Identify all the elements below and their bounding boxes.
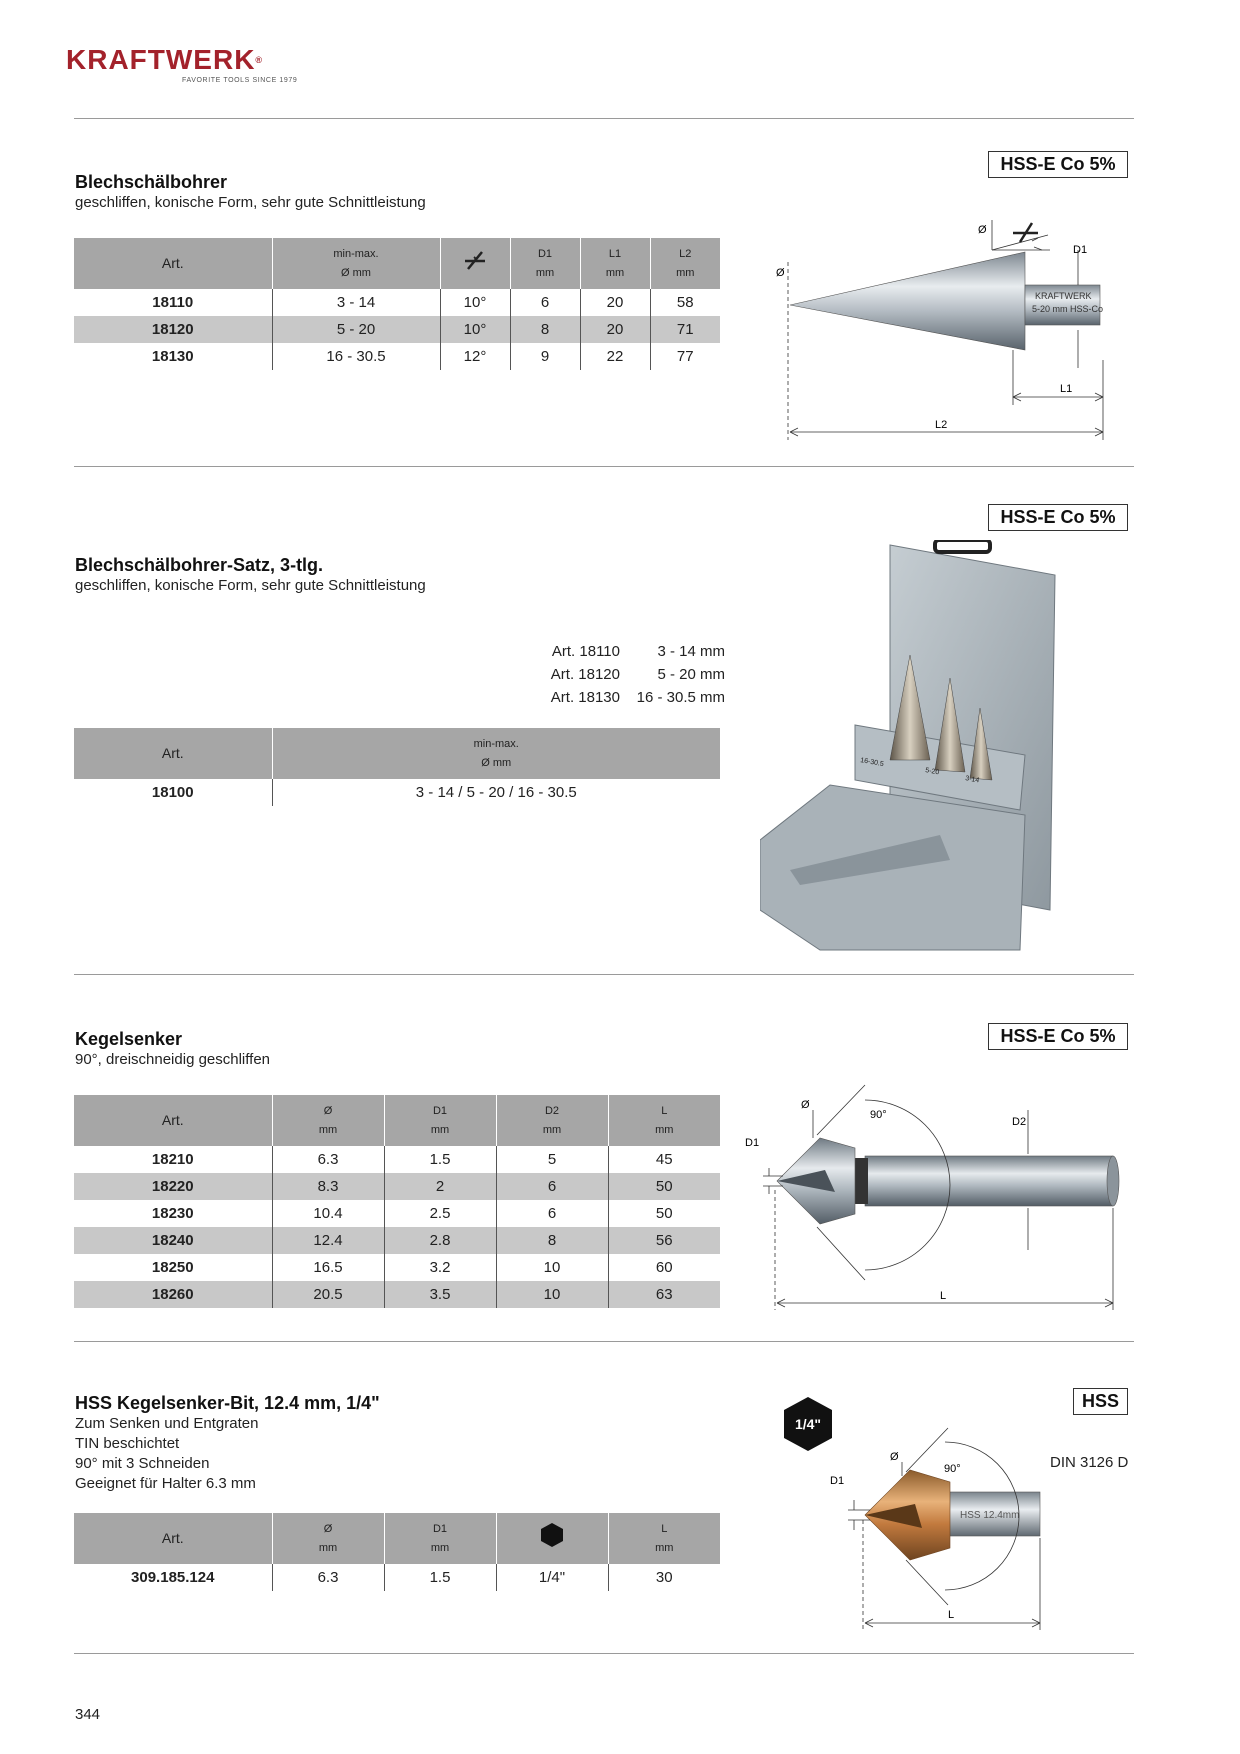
material-badge: HSS-E Co 5%	[988, 151, 1128, 178]
description-line: 90° mit 3 Schneiden	[75, 1455, 210, 1472]
cell: 60	[608, 1254, 720, 1281]
shank-text: 5-20 mm HSS-Co	[1032, 304, 1104, 314]
col-header-l: L mm	[608, 1095, 720, 1146]
spec-table	[74, 728, 720, 806]
list-item: Art. 18120 5 - 20 mm	[550, 666, 725, 683]
case-label: 3-14	[964, 775, 980, 785]
description-line: TIN beschichtet	[75, 1435, 180, 1452]
cell: 3.5	[384, 1281, 496, 1308]
dimension-label: Ø	[978, 224, 987, 236]
divider	[74, 1341, 1134, 1342]
table-row	[74, 1200, 720, 1227]
brand-logo: KRAFTWERK® FAVORITE TOOLS SINCE 1979	[66, 44, 298, 84]
cell: 16.5	[272, 1254, 384, 1281]
case-handle	[935, 540, 990, 552]
drill-cone	[790, 252, 1025, 350]
col-header-diameter: min-max. Ø mm	[272, 238, 440, 289]
cell: 77	[650, 343, 720, 370]
angle-icon	[462, 249, 488, 271]
cell-art: 18230	[151, 1205, 194, 1222]
col-header-art: Art.	[74, 728, 272, 779]
col-header-l: L mm	[608, 1513, 720, 1564]
case-label: 16-30.5	[859, 757, 885, 769]
case-label: 5-20	[924, 767, 940, 777]
cell: 6	[496, 1200, 608, 1227]
table-row	[74, 316, 720, 343]
divider	[74, 466, 1134, 467]
col-header-art: Art.	[74, 1513, 272, 1564]
cell: 1/4"	[496, 1564, 608, 1591]
col-header-diameter: min-max. Ø mm	[272, 728, 720, 779]
cell: 20	[580, 316, 650, 343]
spec-table	[74, 1513, 720, 1591]
cell: 6	[510, 289, 580, 316]
shank-text: KRAFTWERK	[1035, 291, 1092, 301]
table-row	[74, 1173, 720, 1200]
hexagon-icon	[540, 1522, 564, 1548]
cell: 6.3	[272, 1564, 384, 1591]
dimension-label: Ø	[890, 1451, 899, 1463]
cell: 12.4	[272, 1227, 384, 1254]
cell: 50	[608, 1200, 720, 1227]
dimension-label: D2	[1012, 1116, 1027, 1128]
drill-set-case-image	[760, 540, 1060, 960]
angle-icon	[1013, 223, 1038, 242]
dimension-label: Ø	[801, 1099, 810, 1111]
dimension-label: Ø	[776, 267, 785, 279]
col-header-diameter: Ø mm	[272, 1095, 384, 1146]
cell: 58	[650, 289, 720, 316]
col-header-d1: D1 mm	[384, 1095, 496, 1146]
hex-label: 1/4"	[794, 1416, 822, 1432]
cell: 10.4	[272, 1200, 384, 1227]
cell: 1.5	[384, 1146, 496, 1173]
description-line: Geeignet für Halter 6.3 mm	[75, 1475, 256, 1492]
cell: 3.2	[384, 1254, 496, 1281]
cell-art: 18220	[74, 1173, 272, 1200]
cell: 20.5	[272, 1281, 384, 1308]
divider	[74, 1653, 1134, 1654]
cell: 5	[496, 1146, 608, 1173]
section-title: Blechschälbohrer	[75, 172, 228, 192]
cell: 8.3	[272, 1173, 384, 1200]
dimension-label: L1	[1060, 383, 1073, 395]
col-header-d2: D2 mm	[496, 1095, 608, 1146]
cell: 71	[650, 316, 720, 343]
step-drill-diagram	[770, 200, 1140, 450]
material-badge: HSS	[1073, 1388, 1128, 1415]
cell: 9	[510, 343, 580, 370]
list-item: Art. 18110 3 - 14 mm	[551, 643, 725, 660]
table-header-row	[74, 238, 720, 289]
page-number: 344	[75, 1706, 101, 1723]
cell-art: 18100	[151, 784, 194, 801]
table-row	[74, 343, 720, 370]
table-row	[74, 289, 720, 316]
cell: 10°	[440, 316, 510, 343]
table-row	[74, 1564, 720, 1591]
cell: 2	[384, 1173, 496, 1200]
dimension-label: 90°	[944, 1463, 961, 1475]
table-header-row	[74, 1513, 720, 1564]
countersink-diagram	[745, 1080, 1140, 1320]
table-header-row	[74, 728, 720, 779]
brand-tagline: FAVORITE TOOLS SINCE 1979	[182, 77, 298, 84]
cell: 10	[496, 1281, 608, 1308]
table-header-row	[74, 1095, 720, 1146]
spec-table	[74, 238, 720, 370]
cell: 45	[608, 1146, 720, 1173]
divider	[74, 118, 1134, 119]
cell: 8	[510, 316, 580, 343]
section-subtitle: 90°, dreischneidig geschliffen	[75, 1051, 271, 1068]
cell: 1.5	[384, 1564, 496, 1591]
cell-art: 18120	[74, 316, 272, 343]
cell: 30	[608, 1564, 720, 1591]
dimension-label: L	[940, 1290, 947, 1302]
table-row	[74, 1254, 720, 1281]
cell: 20	[580, 289, 650, 316]
countersink-shank	[865, 1156, 1113, 1206]
din-standard: DIN 3126 D	[1050, 1454, 1129, 1471]
cell: 3 - 14 / 5 - 20 / 16 - 30.5	[272, 779, 720, 806]
list-item: Art. 18130 16 - 30.5 mm	[550, 689, 725, 706]
divider	[74, 974, 1134, 975]
section-title: Blechschälbohrer-Satz, 3-tlg.	[75, 555, 324, 575]
cell: 10	[496, 1254, 608, 1281]
cell: 50	[608, 1173, 720, 1200]
brand-name: KRAFTWERK	[66, 44, 256, 75]
cell-art: 18260	[74, 1281, 272, 1308]
col-header-diameter: Ø mm	[272, 1513, 384, 1564]
dimension-label: D1	[745, 1137, 760, 1149]
countersink-bit-diagram	[820, 1420, 1060, 1635]
col-header-d1: D1 mm	[384, 1513, 496, 1564]
cell-art: 18130	[151, 348, 194, 365]
col-header-art: Art.	[74, 1095, 272, 1146]
col-header-d1: D1 mm	[510, 238, 580, 289]
cell: 12°	[440, 343, 510, 370]
dimension-label: L2	[935, 419, 948, 431]
cell-art: 18250	[151, 1259, 194, 1276]
set-contents-list	[520, 640, 725, 709]
cell: 2.5	[384, 1200, 496, 1227]
cell-art: 18240	[74, 1227, 272, 1254]
cell: 2.8	[384, 1227, 496, 1254]
dimension-label: D1	[830, 1475, 845, 1487]
dimension-label: 90°	[870, 1109, 887, 1121]
cell: 56	[608, 1227, 720, 1254]
cell: 3 - 14	[272, 289, 440, 316]
cell: 6.3	[272, 1146, 384, 1173]
col-header-angle	[440, 238, 510, 289]
cell-art: 18110	[152, 294, 194, 311]
cell: 16 - 30.5	[272, 343, 440, 370]
cell: 22	[580, 343, 650, 370]
table-row	[74, 1227, 720, 1254]
col-header-hex	[496, 1513, 608, 1564]
description-line: Zum Senken und Entgraten	[75, 1415, 259, 1432]
dimension-label: D1	[1073, 244, 1088, 256]
cell: 5 - 20	[272, 316, 440, 343]
cell: 63	[608, 1281, 720, 1308]
col-header-art: Art.	[74, 238, 272, 289]
dimension-label: L	[948, 1609, 955, 1621]
table-row	[74, 1146, 720, 1173]
table-row	[74, 1281, 720, 1308]
cell-art: 18210	[151, 1151, 194, 1168]
cell: 8	[496, 1227, 608, 1254]
section-subtitle: geschliffen, konische Form, sehr gute Schnittleistung	[75, 194, 426, 211]
material-badge: HSS-E Co 5%	[988, 1023, 1128, 1050]
col-header-l1: L1 mm	[580, 238, 650, 289]
section-title: Kegelsenker	[75, 1029, 183, 1049]
shank-text: HSS 12.4mm	[960, 1510, 1020, 1521]
section-subtitle: geschliffen, konische Form, sehr gute Schnittleistung	[75, 577, 426, 594]
cell: 6	[496, 1173, 608, 1200]
cell: 10°	[440, 289, 510, 316]
material-badge: HSS-E Co 5%	[988, 504, 1128, 531]
spec-table	[74, 1095, 720, 1308]
cell-art: 309.185.124	[131, 1569, 215, 1586]
table-row	[74, 779, 720, 806]
col-header-l2: L2 mm	[650, 238, 720, 289]
section-title: HSS Kegelsenker-Bit, 12.4 mm, 1/4"	[75, 1393, 380, 1413]
